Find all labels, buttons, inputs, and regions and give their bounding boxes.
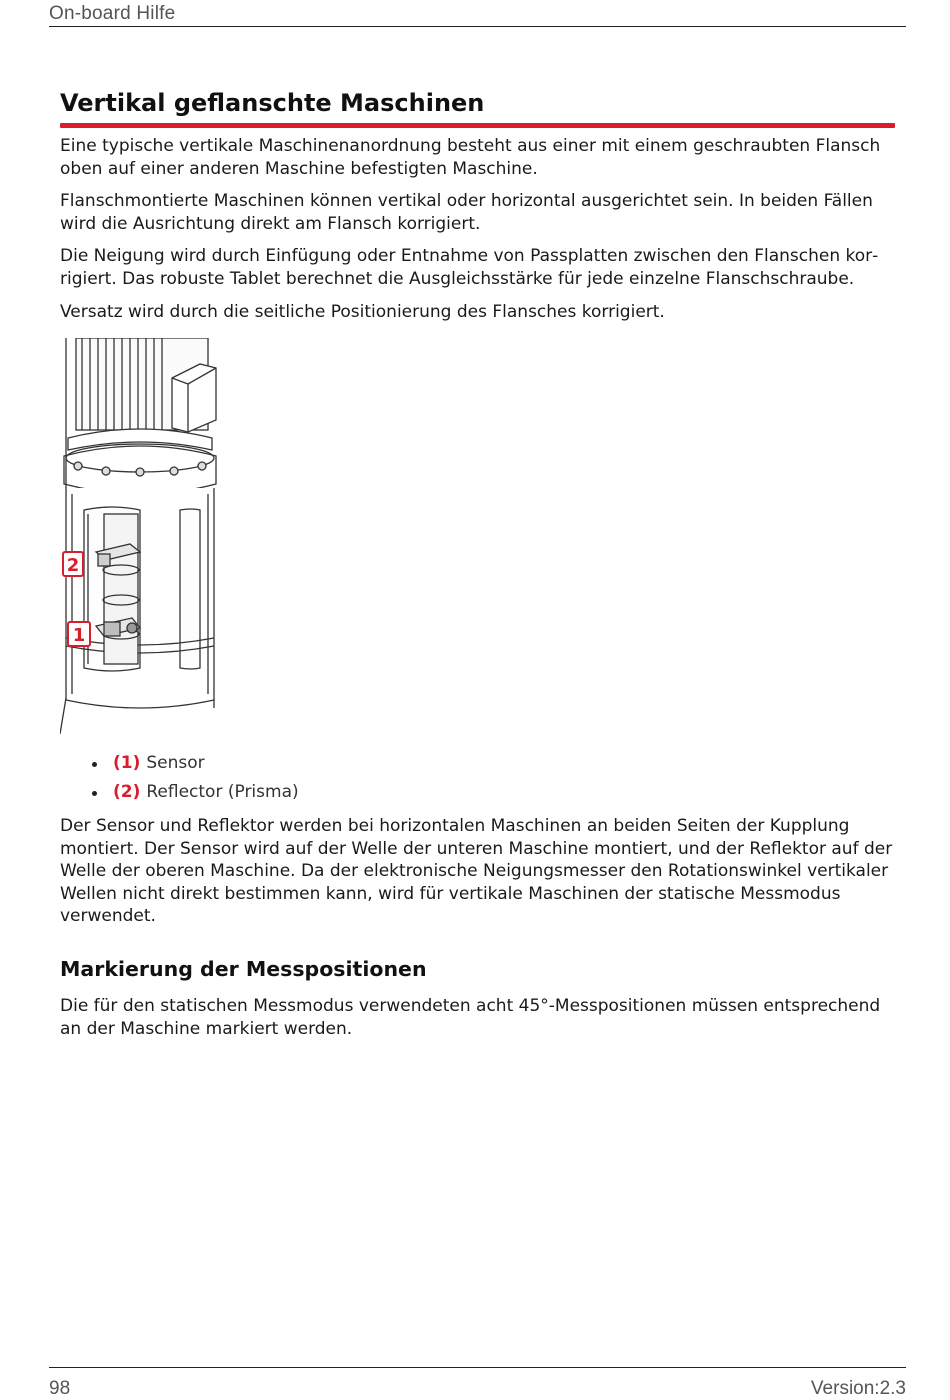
running-header: On-board Hilfe <box>49 3 176 24</box>
paragraph-intro: Eine typische vertikale Maschinenanordnung besteht aus einer mit einem geschraubten Flansch oben auf einer anderen Maschine befestigten Maschine. <box>60 136 881 179</box>
figure-legend <box>92 749 299 807</box>
paragraph-flange: Flanschmontierte Maschinen können vertikal oder horizontal ausgerichtet sein. In beiden Fällen wird die Ausrichtung direkt am Flansch korrigiert. <box>60 191 873 234</box>
paragraph-measurement-positions: Die für den statischen Messmodus verwendeten acht 45°-Messpositionen müssen entsprechend an der Maschine markiert werden. <box>60 996 881 1039</box>
title-underline <box>60 123 895 128</box>
paragraph-offset: Versatz wird durch die seitliche Positionierung des Flansches korrigiert. <box>60 301 665 322</box>
page-number: 98 <box>49 1378 71 1399</box>
svg-text:1: 1 <box>72 625 86 646</box>
callout-2 <box>63 552 83 576</box>
page-title: Vertikal geflanschte Maschinen <box>60 89 485 117</box>
version-label: Version:2.3 <box>810 1378 906 1399</box>
vertical-machine-illustration <box>60 338 220 734</box>
callout-1 <box>68 622 90 646</box>
paragraph-tilt: Die Neigung wird durch Einfügung oder Entnahme von Passplatten zwischen den Flanschen korrigiert. Das robuste Tablet berechnet die Ausgleichsstärke für jede einzelne Flanschschraube. <box>60 246 879 289</box>
footer-divider <box>49 1367 906 1368</box>
legend-text: Sensor <box>146 753 205 773</box>
main-content <box>60 86 900 323</box>
bullet-icon <box>92 762 97 767</box>
paragraph-sensor-reflector: Der Sensor und Reflektor werden bei horizontalen Maschinen an beiden Seiten der Kupplung montiert. Der Sensor wird auf der Welle der unteren Maschine montiert, und der Reflektor auf der Welle der oberen Maschine. Da der elektronische Neigungsmesser den Rotationswinkel vertikaler Wellen nicht direkt bestimmen kann, wird für vertikale Maschinen der statische Messmodus verwendet. <box>60 816 893 927</box>
list-item <box>92 749 299 778</box>
section-title: Markierung der Messpositionen <box>60 957 427 981</box>
legend-text: Reflector (Prisma) <box>146 782 299 802</box>
list-item <box>92 778 299 807</box>
legend-number: (1) <box>113 753 141 773</box>
legend-number: (2) <box>113 782 141 802</box>
header-divider <box>49 26 906 27</box>
bullet-icon <box>92 791 97 796</box>
svg-text:2: 2 <box>66 555 80 576</box>
